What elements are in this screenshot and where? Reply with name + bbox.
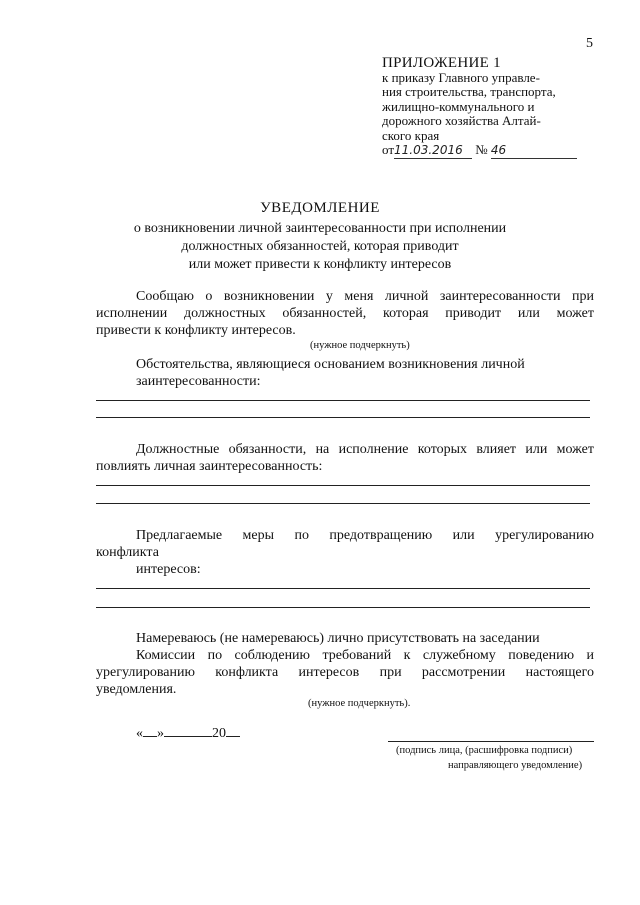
paragraph-duties	[96, 441, 594, 475]
appendix-block	[382, 56, 592, 159]
page-number: 5	[586, 36, 593, 51]
text-line: Предлагаемые меры по предотвращению или урегулированию	[136, 528, 594, 543]
from-label: от	[382, 142, 395, 157]
year-prefix: 20	[212, 726, 226, 741]
paragraph-measures	[96, 527, 594, 578]
subtitle-line: должностных обязанностей, которая приводит	[181, 239, 459, 254]
underline-hint: (нужное подчеркнуть).	[308, 698, 411, 709]
number-label: №	[475, 142, 488, 157]
text-line: Сообщаю о возникновении у меня личной заинтересованности при	[136, 289, 594, 304]
appendix-date-row	[382, 143, 592, 159]
text-line: конфликта	[96, 545, 159, 560]
fill-line[interactable]	[96, 607, 590, 608]
subtitle-line: или может привести к конфликту интересов	[188, 257, 452, 272]
paragraph-attendance	[96, 630, 594, 698]
open-quote: «	[136, 726, 143, 741]
fill-line[interactable]	[96, 417, 590, 418]
fill-line[interactable]	[96, 485, 590, 486]
text-line: Комиссии по соблюдению требований к служебному поведению и	[136, 648, 594, 663]
underline-hint: (нужное подчеркнуть)	[310, 340, 410, 351]
text-line: заинтересованности:	[136, 374, 261, 389]
text-line: Должностные обязанности, на исполнение которых влияет или может	[136, 442, 594, 457]
appendix-line: дорожного хозяйства Алтай-	[382, 113, 541, 128]
fill-line[interactable]	[96, 400, 590, 401]
date-field[interactable]	[136, 726, 240, 742]
appendix-title: ПРИЛОЖЕНИЕ 1	[382, 55, 501, 71]
text-line: урегулированию конфликта интересов при рассмотрении настоящего	[96, 665, 594, 680]
handwritten-date: 11.03.2016	[394, 143, 472, 159]
close-quote: »	[157, 726, 164, 741]
text-line: исполнении должностных обязанностей, которая приводит или может	[96, 306, 594, 321]
handwritten-number: 46	[491, 143, 577, 159]
fill-line[interactable]	[96, 588, 590, 589]
text-line: привести к конфликту интересов.	[96, 323, 296, 338]
signature-caption: (подпись лица, (расшифровка подписи)	[396, 745, 573, 756]
appendix-line: ния строительства, транспорта,	[382, 84, 556, 99]
appendix-line: к приказу Главного управле-	[382, 69, 540, 85]
appendix-line: жилищно-коммунального и	[382, 98, 535, 114]
text-line: повлиять личная заинтересованность:	[96, 459, 323, 474]
text-line: Обстоятельства, являющиеся основанием возникновения личной	[136, 357, 525, 372]
document-title: УВЕДОМЛЕНИЕ	[260, 200, 380, 216]
text-line: Намереваюсь (не намереваюсь) лично присутствовать на заседании	[136, 631, 540, 646]
text-line: уведомления.	[96, 682, 177, 697]
paragraph-circumstances	[96, 356, 594, 390]
text-line: интересов:	[136, 562, 201, 577]
appendix-line: ского края	[382, 127, 440, 143]
subtitle-line: о возникновении личной заинтересованности при исполнении	[133, 221, 507, 236]
signature-caption: направляющего уведомление)	[448, 760, 583, 771]
fill-line[interactable]	[96, 503, 590, 504]
signature-line[interactable]	[388, 741, 594, 742]
paragraph-report	[96, 288, 594, 339]
